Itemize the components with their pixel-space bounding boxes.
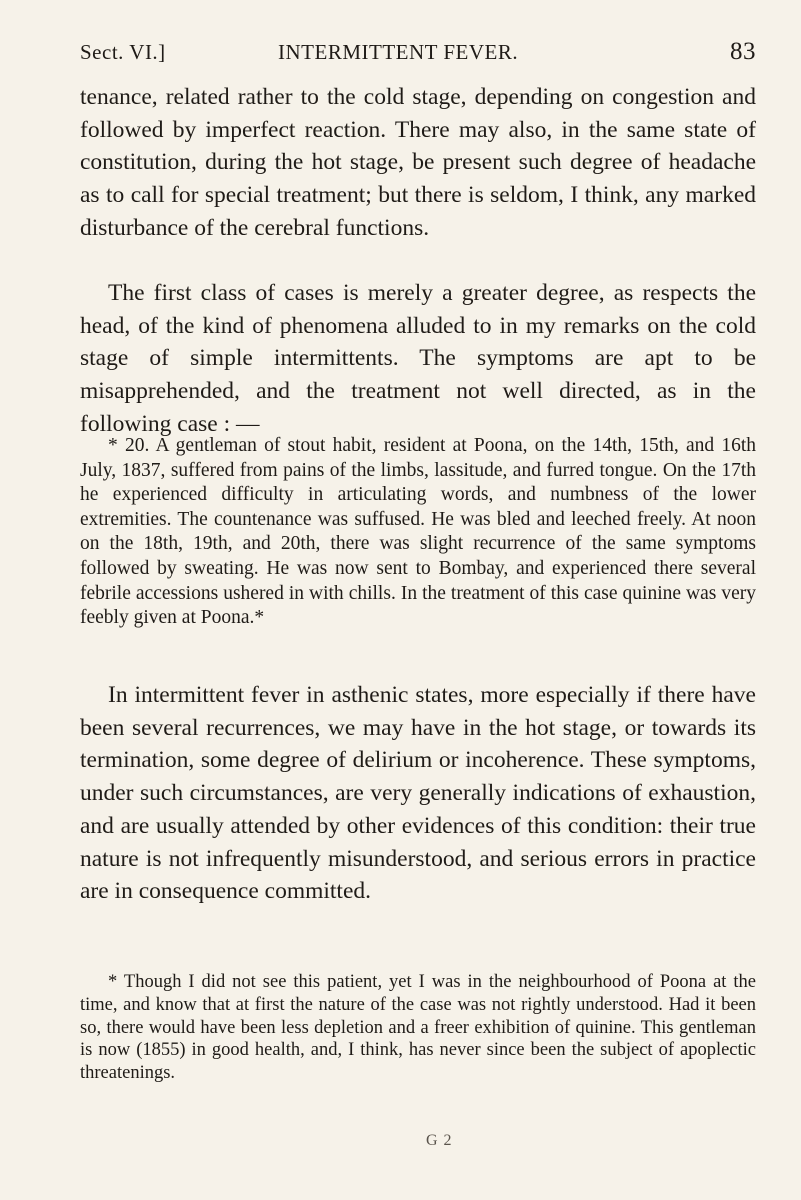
case-report: [80, 434, 756, 631]
paragraph-first-class: [80, 277, 756, 441]
footnote-text: * Though I did not see this patient, yet I was in the neighbourhood of Poona at the time, and know that at first the nature of the case was not rightly understood. Had it been so, there would have been less depletion and a freer exhibition of quinine. This gentleman is now (1855) in good health, and, I think, has never since been the subject of apoplectic threatenings.: [80, 972, 756, 1084]
chapter-title: INTERMITTENT FEVER.: [278, 40, 519, 64]
paragraph-text: In intermittent fever in asthenic states, more especially if there have been several recurrences, we may have in the hot stage, or towards its termination, some degree of delirium or incoherence. These symptoms, under such circumstances, are very generally indications of exhaustion, and are usually attended by other evidences of this condition: their true nature is not infrequently misunderstood, and serious errors in practice are in consequence committed.: [80, 682, 756, 905]
footnote: [80, 971, 756, 1085]
section-label: Sect. VI.]: [80, 40, 166, 64]
running-header: [80, 40, 756, 70]
paragraph-text: tenance, related rather to the cold stage, depending on congestion and followed by imperfect reaction. There may also, in the same state of constitution, during the hot stage, be present such degree of headache as to call for special treatment; but there is seldom, I think, any marked disturbance of the cerebral functions.: [80, 84, 756, 241]
page-number: 83: [730, 38, 756, 65]
paragraph-text: The first class of cases is merely a greater degree, as respects the head, of the kind of phenomena alluded to in my remarks on the cold stage of simple intermittents. The symptoms are apt to be misapprehended, and the treatment not well directed, as in the following case : —: [80, 280, 756, 437]
printer-signature: G 2: [426, 1132, 453, 1149]
paragraph-asthenic: [80, 679, 756, 908]
paragraph-continuation: [80, 81, 756, 245]
case-text: * 20. A gentleman of stout habit, resident at Poona, on the 14th, 15th, and 16th July, 1837, suffered from pains of the limbs, lassitude, and furred tongue. On the 17th he experienced difficulty in articulating words, and numbness of the lower extremities. The countenance was suffused. He was bled and leeched freely. At noon on the 18th, 19th, and 20th, there was slight recurrence of the same symptoms followed by sweating. He was now sent to Bombay, and experienced there several febrile accessions ushered in with chills. In the treatment of this case quinine was very feebly given at Poona.*: [80, 435, 756, 629]
